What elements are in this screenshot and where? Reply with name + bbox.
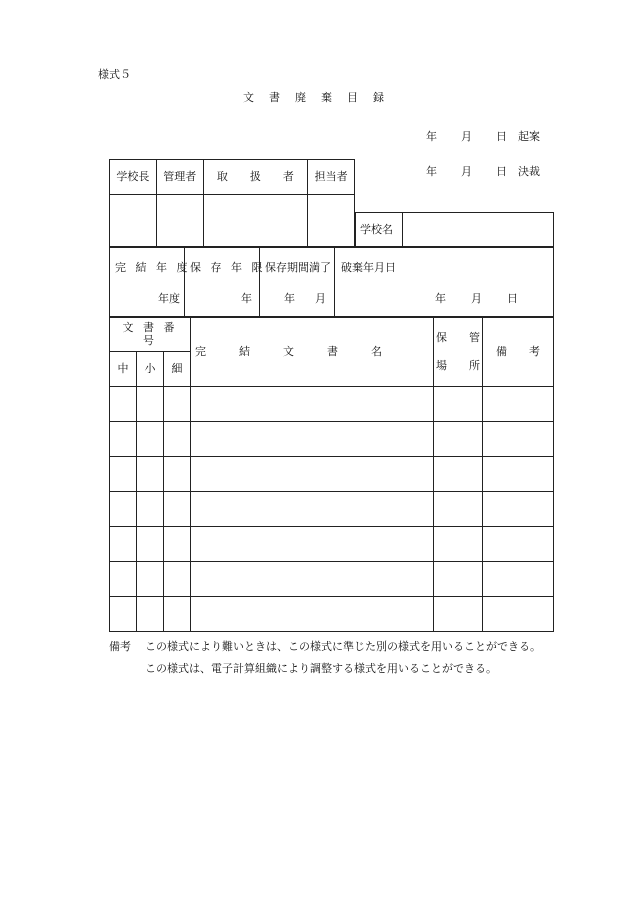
cell-detail[interactable] — [164, 527, 191, 562]
storage-label-bottom: 場 所 — [436, 358, 480, 372]
cell-detail[interactable] — [164, 562, 191, 597]
cell-doc-name[interactable] — [191, 527, 434, 562]
proposal-month-label: 月 — [461, 130, 472, 143]
notes-line-2: この様式は、電子計算組織により調整する様式を用いることができる。 — [145, 662, 497, 675]
approval-label: 決裁 — [518, 165, 540, 178]
document-row — [110, 387, 554, 422]
document-row — [110, 492, 554, 527]
doc-name-header: 完 結 文 書 名 — [191, 317, 434, 387]
document-rows — [110, 387, 554, 632]
cell-detail[interactable] — [164, 457, 191, 492]
cell-storage-location[interactable] — [434, 387, 483, 422]
cell-small[interactable] — [137, 562, 164, 597]
proposal-year-label: 年 — [426, 130, 437, 143]
header-person-in-charge: 担当者 — [308, 160, 355, 195]
document-row — [110, 562, 554, 597]
cell-small[interactable] — [137, 422, 164, 457]
cell-detail[interactable] — [164, 387, 191, 422]
disposal-date-cell[interactable] — [335, 247, 554, 318]
info-table — [109, 246, 554, 318]
approval-stamp-table — [109, 159, 355, 248]
retention-expiry-cell[interactable] — [260, 247, 335, 318]
document-list-table — [109, 316, 554, 632]
school-name-field[interactable] — [403, 213, 554, 248]
cell-small[interactable] — [137, 492, 164, 527]
header-handler: 取 扱 者 — [203, 160, 308, 195]
approval-day-label: 日 — [496, 165, 507, 178]
disposal-day: 日 — [507, 292, 518, 305]
retention-expiry-month: 月 — [315, 292, 326, 305]
disposal-month: 月 — [471, 292, 482, 305]
cell-remarks[interactable] — [483, 492, 554, 527]
cell-remarks[interactable] — [483, 422, 554, 457]
header-principal: 学校長 — [110, 160, 157, 195]
doc-number-header: 文 書 番 号 — [110, 317, 191, 352]
school-name-label: 学校名 — [356, 213, 403, 248]
disposal-year: 年 — [435, 292, 446, 305]
cell-remarks[interactable] — [483, 527, 554, 562]
cell-small[interactable] — [137, 457, 164, 492]
cell-medium[interactable] — [110, 562, 137, 597]
cell-detail[interactable] — [164, 597, 191, 632]
approval-month-label: 月 — [461, 165, 472, 178]
cell-medium[interactable] — [110, 492, 137, 527]
document-row — [110, 457, 554, 492]
cell-medium[interactable] — [110, 527, 137, 562]
cell-remarks[interactable] — [483, 597, 554, 632]
cell-doc-name[interactable] — [191, 597, 434, 632]
header-manager: 管理者 — [156, 160, 203, 195]
cell-storage-location[interactable] — [434, 562, 483, 597]
cell-storage-location[interactable] — [434, 527, 483, 562]
cell-storage-location[interactable] — [434, 457, 483, 492]
doc-number-small-header: 小 — [137, 352, 164, 387]
stamp-cell-handler[interactable] — [203, 195, 308, 248]
remarks-header: 備 考 — [483, 317, 554, 387]
proposal-label: 起案 — [518, 130, 540, 143]
document-title: 文 書 廃 棄 目 録 — [243, 91, 386, 104]
cell-detail[interactable] — [164, 422, 191, 457]
retention-period-label: 保 存 年 限 — [190, 261, 266, 274]
school-name-table — [355, 212, 554, 248]
notes-line-1: この様式により難いときは、この様式に準じた別の様式を用いることができる。 — [145, 640, 541, 653]
cell-storage-location[interactable] — [434, 597, 483, 632]
cell-remarks[interactable] — [483, 457, 554, 492]
cell-small[interactable] — [137, 387, 164, 422]
cell-medium[interactable] — [110, 597, 137, 632]
retention-period-cell[interactable] — [185, 247, 266, 318]
completion-year-cell[interactable] — [110, 247, 191, 318]
cell-doc-name[interactable] — [191, 387, 434, 422]
completion-year-label: 完 結 年 度 — [115, 261, 191, 274]
cell-doc-name[interactable] — [191, 562, 434, 597]
cell-storage-location[interactable] — [434, 492, 483, 527]
cell-small[interactable] — [137, 597, 164, 632]
retention-expiry-label: 保存期間満了 — [265, 261, 331, 274]
stamp-cell-principal[interactable] — [110, 195, 157, 248]
cell-medium[interactable] — [110, 422, 137, 457]
stamp-cell-manager[interactable] — [156, 195, 203, 248]
retention-period-unit: 年 — [241, 292, 252, 305]
cell-storage-location[interactable] — [434, 422, 483, 457]
document-row — [110, 422, 554, 457]
form-number: 様式５ — [98, 68, 131, 81]
doc-number-detail-header: 細 — [164, 352, 191, 387]
cell-detail[interactable] — [164, 492, 191, 527]
approval-year-label: 年 — [426, 165, 437, 178]
storage-label-top: 保 管 — [436, 331, 480, 345]
cell-doc-name[interactable] — [191, 492, 434, 527]
doc-number-medium-header: 中 — [110, 352, 137, 387]
retention-expiry-year: 年 — [284, 292, 295, 305]
proposal-day-label: 日 — [496, 130, 507, 143]
document-row — [110, 527, 554, 562]
storage-location-header — [434, 317, 483, 387]
cell-doc-name[interactable] — [191, 457, 434, 492]
stamp-cell-person-in-charge[interactable] — [308, 195, 355, 248]
cell-small[interactable] — [137, 527, 164, 562]
cell-medium[interactable] — [110, 387, 137, 422]
document-row — [110, 597, 554, 632]
cell-doc-name[interactable] — [191, 422, 434, 457]
cell-remarks[interactable] — [483, 387, 554, 422]
cell-medium[interactable] — [110, 457, 137, 492]
disposal-date-label: 破棄年月日 — [341, 261, 396, 274]
notes-label: 備考 — [109, 640, 131, 653]
completion-year-unit: 年度 — [158, 292, 180, 305]
cell-remarks[interactable] — [483, 562, 554, 597]
